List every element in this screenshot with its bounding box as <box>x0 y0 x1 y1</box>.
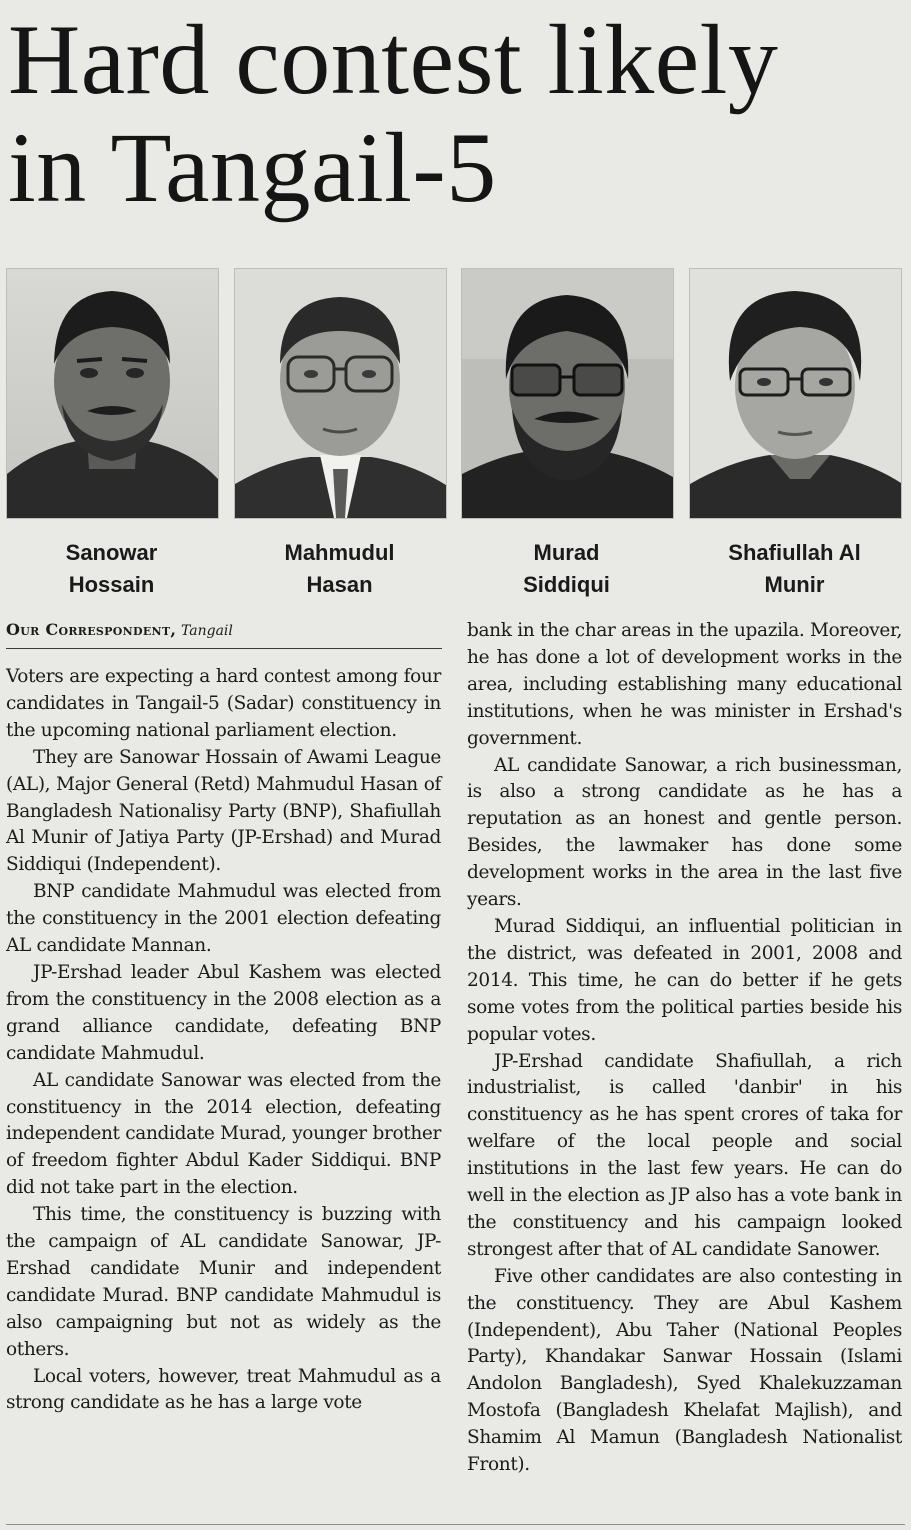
caption-candidate-4: Shafiullah Al Munir <box>728 540 861 597</box>
paragraph: They are Sanowar Hossain of Awami League (AL), Major General (Retd) Mahmudul Hasan of Bangladesh Nationalisy Party (BNP), Shafiullah Al Munir of Jatiya Party (JP-Ershad) and Murad Siddiqui (Independent). <box>6 746 441 876</box>
photo-murad-siddiqui <box>461 268 674 519</box>
paragraph: This time, the constituency is buzzing with the campaign of AL candidate Sanowar, JP-Ershad candidate Munir and independent candidate Murad. BNP candidate Mahmudul is also campaigning but not as widely as the others. <box>6 1204 441 1360</box>
byline-org: Our Correspondent, <box>6 620 177 639</box>
paragraph: Murad Siddiqui, an influential politician in the district, was defeated in 2001, 2008 and 2014. This time, he can do better if he gets some votes from the political parties beside his popular votes. <box>467 915 902 1045</box>
article-column-2 <box>467 618 902 1479</box>
photo-sanowar-hossain <box>6 268 219 519</box>
article-column-1 <box>6 664 441 1417</box>
paragraph: JP-Ershad candidate Shafiullah, a rich industrialist, is called 'danbir' in his constituency as he has spent crores of taka for welfare of the local people and social institutions in the last few years. He can do well in the election as JP also has a vote bank in the constituency and his campaign looked strongest after that of AL candidate Sanower. <box>467 1050 902 1260</box>
bottom-rule <box>6 1524 905 1525</box>
paragraph: bank in the char areas in the upazila. Moreover, he has done a lot of development works in the area, including establishing many educational institutions, when he was minister in Ershad's government. <box>467 620 902 749</box>
portrait-photo-icon <box>235 269 446 518</box>
caption-candidate-2: Mahmudul Hasan <box>284 540 395 597</box>
paragraph: AL candidate Sanowar was elected from the constituency in the 2014 election, defeating independent candidate Murad, younger brother of freedom fighter Abdul Kader Siddiqui. BNP did not take part in the election. <box>6 1069 441 1199</box>
byline-location: Tangail <box>181 623 233 639</box>
byline <box>6 619 441 642</box>
portrait-photo-icon <box>7 269 218 518</box>
photo-mahmudul-hasan <box>234 268 447 519</box>
paragraph: Voters are expecting a hard contest among four candidates in Tangail-5 (Sadar) constituency in the upcoming national parliament election. <box>6 666 441 741</box>
caption-candidate-3: Murad Siddiqui <box>523 540 610 597</box>
paragraph: AL candidate Sanowar, a rich businessman, is also a strong candidate as he has a reputation as an honest and gentle person. Besides, the lawmaker has done some development works in the area in the last five years. <box>467 754 902 911</box>
byline-rule <box>6 648 442 649</box>
paragraph: Local voters, however, treat Mahmudul as a strong candidate as he has a large vote <box>6 1365 441 1414</box>
paragraph: Five other candidates are also contesting in the constituency. They are Abul Kashem (Independent), Abu Taher (National Peoples Party), Khandakar Sanwar Hossain (Islami Andolon Bangladesh), Syed Khalekuzzaman Mostofa (Bangladesh Khelafat Majlish), and Shamim Al Mamun (Bangladesh Nationalist Front). <box>467 1265 902 1476</box>
photo-shafiullah-al-munir <box>689 268 902 519</box>
headline-line-2: in Tangail-5 <box>8 112 497 223</box>
candidate-captions <box>0 537 911 603</box>
paragraph: BNP candidate Mahmudul was elected from the constituency in the 2001 election defeating AL candidate Mannan. <box>6 881 441 957</box>
caption-candidate-1: Sanowar Hossain <box>65 540 158 597</box>
portrait-photo-icon <box>690 269 901 518</box>
candidate-photos <box>6 268 906 518</box>
portrait-photo-icon <box>462 269 673 518</box>
paragraph: JP-Ershad leader Abul Kashem was elected from the constituency in the 2008 election as a grand alliance candidate, defeating BNP candidate Mahmudul. <box>6 961 441 1064</box>
headline-line-1: Hard contest likely <box>8 4 779 115</box>
headline <box>8 6 903 222</box>
